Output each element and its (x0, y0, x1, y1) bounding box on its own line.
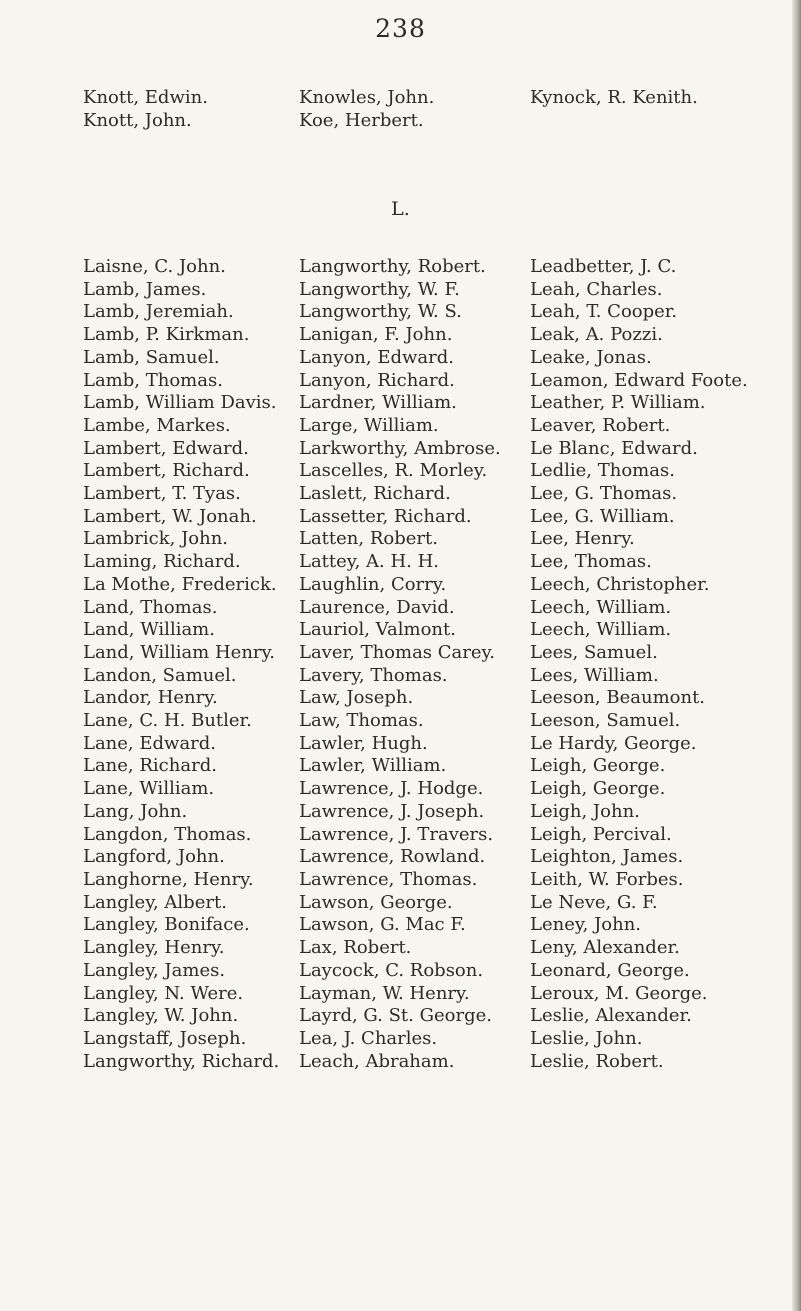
list-item: Leigh, John. (530, 800, 640, 822)
list-item: Laisne, C. John. (83, 256, 226, 277)
list-item: Lax, Robert. (299, 937, 412, 959)
list-item: Lee, Thomas. (530, 551, 652, 573)
list-item: Leonard, George. (530, 959, 690, 981)
list-item: Leslie, Alexander. (530, 1005, 692, 1027)
list-item: Leny, Alexander. (530, 937, 680, 959)
list-item: Langley, N. Were. (83, 982, 244, 1004)
list-item: Lambrick, John. (83, 528, 229, 550)
list-item: Lee, G. Thomas. (530, 483, 678, 505)
list-item: Lambert, Richard. (83, 460, 250, 482)
list-item: Latten, Robert. (299, 528, 438, 550)
list-item: Lees, Samuel. (530, 641, 658, 663)
list-item: Lamb, Thomas. (83, 369, 223, 391)
list-item: Leith, W. Forbes. (530, 868, 684, 890)
list-item: Knott, John. (83, 109, 192, 131)
list-item: Leslie, John. (530, 1027, 643, 1049)
list-item: Laming, Richard. (83, 551, 241, 573)
list-item: Langstaff, Joseph. (83, 1027, 247, 1049)
section-heading: L. (391, 198, 410, 220)
list-item: Leeson, Samuel. (530, 710, 681, 732)
list-item: Laughlin, Corry. (299, 573, 447, 595)
list-item: Lawrence, J. Travers. (299, 823, 494, 845)
list-item: Leech, William. (530, 619, 672, 641)
list-item: Lamb, P. Kirkman. (83, 324, 250, 346)
list-item: Laurence, David. (299, 596, 455, 618)
list-item: Lawrence, Thomas. (299, 868, 478, 890)
list-item: Langworthy, W. F. (299, 278, 460, 300)
list-item: Leigh, George. (530, 755, 666, 777)
list-item: Le Hardy, George. (530, 732, 697, 754)
list-item: Langley, James. (83, 959, 226, 981)
list-item: Langley, Albert. (83, 891, 227, 913)
list-item: Lambert, W. Jonah. (83, 505, 257, 527)
list-item: Laslett, Richard. (299, 483, 451, 505)
list-item: Land, William Henry. (83, 641, 276, 663)
list-item: Langworthy, Richard. (83, 1050, 280, 1072)
list-item: Lanyon, Edward. (299, 346, 454, 368)
page-edge (792, 0, 801, 1311)
list-item: Laycock, C. Robson. (299, 959, 484, 981)
list-item: Larkworthy, Ambrose. (299, 437, 501, 459)
list-item: Leigh, George. (530, 778, 666, 800)
list-item: Langley, Boniface. (83, 914, 250, 936)
list-item: Lane, Edward. (83, 732, 217, 754)
list-item: Lattey, A. H. H. (299, 551, 440, 573)
list-item: Lawler, Hugh. (299, 732, 428, 754)
list-item: Large, William. (299, 414, 439, 436)
list-item: Langworthy, Robert. (299, 256, 486, 277)
list-item: Langworthy, W. S. (299, 301, 462, 323)
name-column-1 (83, 256, 279, 1073)
list-item: Leeson, Beaumont. (530, 687, 706, 709)
list-item: Lavery, Thomas. (299, 664, 448, 686)
list-item: Ledlie, Thomas. (530, 460, 675, 482)
list-item: Lee, G. William. (530, 505, 675, 527)
list-item: Lascelles, R. Morley. (299, 460, 488, 482)
list-item: Lane, Richard. (83, 755, 217, 777)
list-item: Lambe, Markes. (83, 414, 231, 436)
list-item: Leaver, Robert. (530, 414, 671, 436)
list-item: Lamb, Jeremiah. (83, 301, 234, 323)
list-item: Leah, T. Cooper. (530, 301, 678, 323)
list-item: Lambert, T. Tyas. (83, 483, 241, 505)
list-item: Lawrence, J. Hodge. (299, 778, 484, 800)
list-item: Lawrence, J. Joseph. (299, 800, 485, 822)
name-column-2 (299, 256, 501, 1073)
list-item: Le Blanc, Edward. (530, 437, 698, 459)
top-column-3 (530, 87, 698, 110)
list-item: Landon, Samuel. (83, 664, 237, 686)
list-item: Leake, Jonas. (530, 346, 652, 368)
list-item: Langley, Henry. (83, 937, 225, 959)
list-item: Koe, Herbert. (299, 109, 424, 131)
list-item: Langdon, Thomas. (83, 823, 252, 845)
list-item: Lawler, William. (299, 755, 447, 777)
list-item: Lang, John. (83, 800, 188, 822)
list-item: Langford, John. (83, 846, 225, 868)
list-item: Land, Thomas. (83, 596, 218, 618)
list-item: Leslie, Robert. (530, 1050, 664, 1072)
list-item: Lee, Henry. (530, 528, 635, 550)
list-item: Lane, C. H. Butler. (83, 710, 252, 732)
list-item: Knott, Edwin. (83, 87, 208, 108)
top-column-2 (299, 87, 434, 132)
list-item: Lanyon, Richard. (299, 369, 455, 391)
list-item: Leney, John. (530, 914, 642, 936)
list-item: Land, William. (83, 619, 215, 641)
list-item: Lardner, William. (299, 392, 457, 414)
list-item: Leigh, Percival. (530, 823, 672, 845)
list-item: Leroux, M. George. (530, 982, 708, 1004)
list-item: Leach, Abraham. (299, 1050, 455, 1072)
list-item: Langhorne, Henry. (83, 868, 254, 890)
list-item: Layrd, G. St. George. (299, 1005, 492, 1027)
list-item: Law, Joseph. (299, 687, 414, 709)
list-item: Lauriol, Valmont. (299, 619, 456, 641)
list-item: Leighton, James. (530, 846, 684, 868)
list-item: Leadbetter, J. C. (530, 256, 677, 277)
list-item: Lane, William. (83, 778, 215, 800)
list-item: Leak, A. Pozzi. (530, 324, 663, 346)
list-item: Lawson, George. (299, 891, 453, 913)
list-item: Lamb, James. (83, 278, 207, 300)
list-item: Lawrence, Rowland. (299, 846, 486, 868)
list-item: Lanigan, F. John. (299, 324, 453, 346)
list-item: Lamb, William Davis. (83, 392, 277, 414)
list-item: Law, Thomas. (299, 710, 424, 732)
list-item: Lassetter, Richard. (299, 505, 472, 527)
list-item: Kynock, R. Kenith. (530, 87, 698, 108)
list-item: Laver, Thomas Carey. (299, 641, 496, 663)
list-item: Lamb, Samuel. (83, 346, 220, 368)
list-item: Landor, Henry. (83, 687, 218, 709)
list-item: La Mothe, Frederick. (83, 573, 277, 595)
list-item: Leah, Charles. (530, 278, 663, 300)
list-item: Leather, P. William. (530, 392, 706, 414)
list-item: Lambert, Edward. (83, 437, 249, 459)
list-item: Le Neve, G. F. (530, 891, 658, 913)
list-item: Layman, W. Henry. (299, 982, 470, 1004)
list-item: Lawson, G. Mac F. (299, 914, 466, 936)
name-column-3 (530, 256, 748, 1073)
list-item: Lees, William. (530, 664, 659, 686)
list-item: Leech, William. (530, 596, 672, 618)
list-item: Leech, Christopher. (530, 573, 710, 595)
page-number: 238 (375, 14, 426, 43)
list-item: Lea, J. Charles. (299, 1027, 438, 1049)
list-item: Langley, W. John. (83, 1005, 239, 1027)
list-item: Leamon, Edward Foote. (530, 369, 748, 391)
list-item: Knowles, John. (299, 87, 435, 108)
top-column-1 (83, 87, 208, 132)
